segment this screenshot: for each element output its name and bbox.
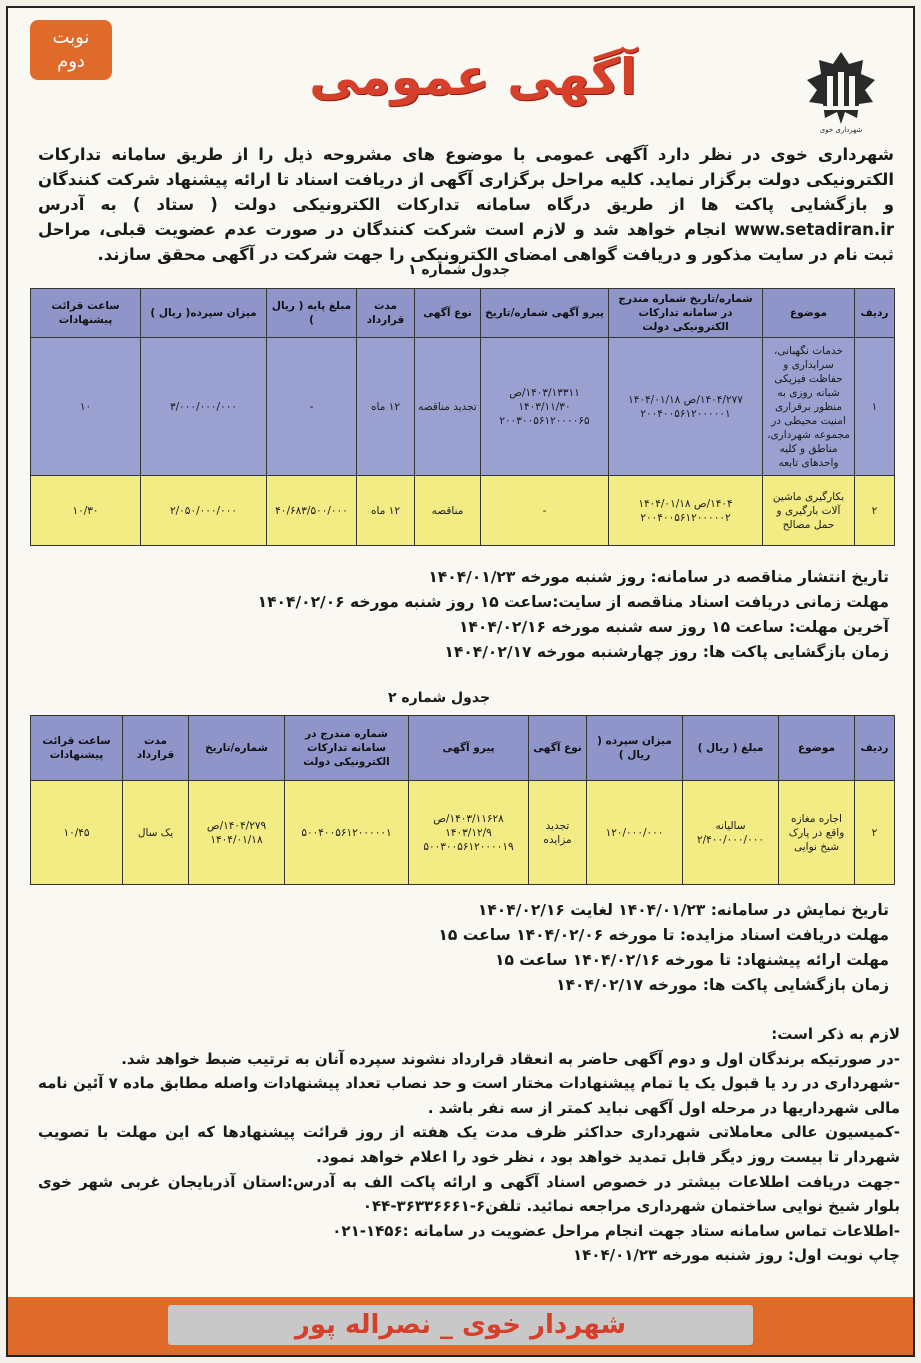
t2-r1-num: ۲ (855, 781, 895, 885)
auction-info-line: مهلت ارائه پیشنهاد: تا مورخه ۱۴۰۴/۰۲/۱۶ ساعت ۱۵ (494, 951, 889, 969)
note-item: -در صورتیکه برندگان اول و دوم آگهی حاضر به انعقاد قرارداد نشوند سپرده آنان به ترتیب ضبط خواهد شد. (121, 1049, 900, 1068)
t1-r1-prev: ۱۴۰۳/۱۳۳۱۱/ص ۱۴۰۳/۱۱/۳۰ ۲۰۰۳۰۰۵۶۱۲۰۰۰۰۶۵ (481, 338, 609, 476)
t1-r2-type: مناقصه (415, 476, 481, 546)
logo-caption: شهرداری خوی (819, 126, 863, 134)
table-row (31, 338, 895, 476)
t1-r1-type: تجدید مناقصه (415, 338, 481, 476)
note-item: -شهرداری در رد یا قبول یک یا تمام پیشنهادات مختار است و حد نصاب تعداد پیشنهادات واصله مطابق ماده ۷ آئین نامه مالی شهرداریها در مرحله اول آگهی نباید کمتر از سه نفر باشد . (38, 1074, 900, 1117)
t1-r1-base: - (267, 338, 357, 476)
t2-h-type: نوع آگهی (529, 716, 587, 781)
t1-r1-duration: ۱۲ ماه (357, 338, 415, 476)
t2-r1-duration: یک سال (123, 781, 189, 885)
auction-info (438, 898, 889, 998)
t1-r1-subject: خدمات نگهبانی، سرایداری و حفاظت فیزیکی شبانه روزی به منظور برقراری امنیت محیطی در مجموعه شهرداری، مناطق و کلیه واحدهای تابعه (763, 338, 855, 476)
t1-r2-duration: ۱۲ ماه (357, 476, 415, 546)
t1-r2-base: ۴۰/۶۸۳/۵۰۰/۰۰۰ (267, 476, 357, 546)
notice-page (6, 6, 915, 1357)
note-item: -کمیسیون عالی معاملاتی شهرداری حداکثر ظرف مدت یک هفته از روز قرائت پیشنهادها که این مهلت با تصویب شهردار تا بیست روز دیگر قابل تمدید خواهد بود ، نظر خود را اعلام خواهد نمود. (38, 1123, 900, 1166)
t1-h-prev: پیرو آگهی شماره/تاریخ (481, 289, 609, 338)
table1-header-row (31, 289, 895, 338)
t1-h-num: ردیف (855, 289, 895, 338)
tender-info-line: مهلت زمانی دریافت اسناد مناقصه از سایت:ساعت ۱۵ روز شنبه مورخه ۱۴۰۴/۰۲/۰۶ (257, 593, 889, 611)
intro-paragraph: شهرداری خوی در نظر دارد آگهی عمومی با موضوع های مشروحه ذیل را از طریق سامانه تدارکات الکترونیکی دولت برگزار نماید. کلیه مراحل برگزاری آگهی از دریافت اسناد تا ارائه پیشنهاد شرکت کنندگان و بازگشایی پاکت ها از طریق درگاه سامانه تدارکات الکترونیکی دولت ( ستاد ) به آدرس www.setadiran.ir انجام خواهد شد و لازم است شرکت کنندگان در صورت عدم عضویت قبلی، مراحل ثبت نام در سایت مذکور و دریافت گواهی امضای الکترونیکی را جهت شرکت در آگهی محقق سازند. (38, 145, 894, 264)
table2-caption: جدول شماره ۲ (388, 690, 491, 706)
notes-section (38, 1022, 900, 1268)
t2-r1-setad: ۵۰۰۴۰۰۵۶۱۲۰۰۰۰۰۱ (285, 781, 409, 885)
t1-h-duration: مدت قرارداد (357, 289, 415, 338)
t1-r1-num: ۱ (855, 338, 895, 476)
t2-h-prev: پیرو آگهی (409, 716, 529, 781)
t2-r1-subject: اجاره مغازه واقع در پارک شیخ نوایی (779, 781, 855, 885)
t1-r2-deposit: ۲/۰۵۰/۰۰۰/۰۰۰ (141, 476, 267, 546)
t2-r1-time: ۱۰/۴۵ (31, 781, 123, 885)
tender-table-1 (30, 288, 895, 546)
t1-r1-deposit: ۳/۰۰۰/۰۰۰/۰۰۰ (141, 338, 267, 476)
tender-info (258, 565, 889, 665)
t2-h-amount: مبلغ ( ریال ) (683, 716, 779, 781)
t2-r1-prev: ۱۴۰۳/۱۱۶۲۸/ص ۱۴۰۳/۱۲/۹ ۵۰۰۳۰۰۵۶۱۲۰۰۰۰۱۹ (409, 781, 529, 885)
auction-info-line: مهلت دریافت اسناد مزایده: تا مورخه ۱۴۰۴/۰۲/۰۶ ساعت ۱۵ (438, 926, 889, 944)
auction-info-line: زمان بازگشایی پاکت ها: مورخه ۱۴۰۴/۰۲/۱۷ (556, 976, 889, 994)
notes-heading: لازم به ذکر است: (771, 1025, 900, 1043)
t1-r2-prev: - (481, 476, 609, 546)
t2-h-duration: مدت قرارداد (123, 716, 189, 781)
t2-r1-type: تجدید مزایده (529, 781, 587, 885)
t2-h-subject: موضوع (779, 716, 855, 781)
t1-h-subject: موضوع (763, 289, 855, 338)
t1-h-deposit: میزان سپرده( ریال ) (141, 289, 267, 338)
t2-h-time: ساعت قرائت پیشنهادات (31, 716, 123, 781)
t2-h-number-date: شماره/تاریخ (189, 716, 285, 781)
t1-r2-subject: بکارگیری ماشین آلات بارگیری و حمل مصالح (763, 476, 855, 546)
print-date: چاپ نوبت اول: روز شنبه مورخه ۱۴۰۴/۰۱/۲۳ (572, 1246, 900, 1265)
t1-h-base: مبلغ پایه ( ریال ) (267, 289, 357, 338)
table2-header-row (31, 716, 895, 781)
badge-line-1: نوبت (52, 27, 90, 48)
t1-r1-setad: ۱۴۰۴/۲۷۷/ص ۱۴۰۴/۰۱/۱۸ ۲۰۰۴۰۰۵۶۱۲۰۰۰۰۰۱ (609, 338, 763, 476)
auction-table-2 (30, 715, 895, 885)
table-row (31, 781, 895, 885)
t1-r1-time: ۱۰ (31, 338, 141, 476)
t1-h-setad: شماره/تاریخ شماره مندرج در سامانه تدارکات الکترونیکی دولت (609, 289, 763, 338)
t2-r1-number-date: ۱۴۰۴/۲۷۹/ص ۱۴۰۴/۰۱/۱۸ (189, 781, 285, 885)
t2-r1-amount: سالیانه ۲/۴۰۰/۰۰۰/۰۰۰ (683, 781, 779, 885)
t2-h-num: ردیف (855, 716, 895, 781)
mayor-signature: شهردار خوی _ نصراله پور (168, 1305, 753, 1345)
edition-badge (30, 20, 112, 80)
t2-r1-deposit: ۱۲۰/۰۰۰/۰۰۰ (587, 781, 683, 885)
footer-bar (8, 1297, 913, 1355)
t1-r2-setad: ۱۴۰۴/ص ۱۴۰۴/۰۱/۱۸ ۲۰۰۴۰۰۵۶۱۲۰۰۰۰۰۲ (609, 476, 763, 546)
t2-h-deposit: میزان سپرده ( ریال ) (587, 716, 683, 781)
t2-h-setad: شماره مندرج در سامانه تدارکات الکترونیکی دولت (285, 716, 409, 781)
t1-h-type: نوع آگهی (415, 289, 481, 338)
t1-r2-num: ۲ (855, 476, 895, 546)
notice-title: آگهی عمومی (309, 48, 637, 106)
table1-caption: جدول شماره ۱ (408, 262, 511, 278)
note-item: -اطلاعات تماس سامانه ستاد جهت انجام مراحل عضویت در سامانه :۱۴۵۶-۰۲۱ (332, 1221, 900, 1240)
table-row (31, 476, 895, 546)
badge-line-2: دوم (57, 51, 85, 72)
tender-info-line: زمان بازگشایی پاکت ها: روز چهارشنبه مورخه ۱۴۰۴/۰۲/۱۷ (444, 643, 889, 661)
tender-info-line: آخرین مهلت: ساعت ۱۵ روز سه شنبه مورخه ۱۴۰۴/۰۲/۱۶ (458, 618, 889, 636)
t1-r2-time: ۱۰/۳۰ (31, 476, 141, 546)
tender-info-line: تاریخ انتشار مناقصه در سامانه: روز شنبه مورخه ۱۴۰۴/۰۱/۲۳ (428, 568, 889, 586)
note-item: -جهت دریافت اطلاعات بیشتر در خصوص اسناد آگهی و ارائه پاکت الف به آدرس:استان آذربایجان غربی شهر خوی بلوار شیخ نوایی ساختمان شهرداری مراجعه نمائید. تلفن۶-۳۶۳۳۶۶۶۱-۰۴۴ (38, 1172, 900, 1216)
municipality-logo-icon (799, 50, 883, 134)
t1-h-time: ساعت قرائت پیشنهادات (31, 289, 141, 338)
auction-info-line: تاریخ نمایش در سامانه: ۱۴۰۴/۰۱/۲۳ لغایت ۱۴۰۴/۰۲/۱۶ (477, 901, 889, 919)
